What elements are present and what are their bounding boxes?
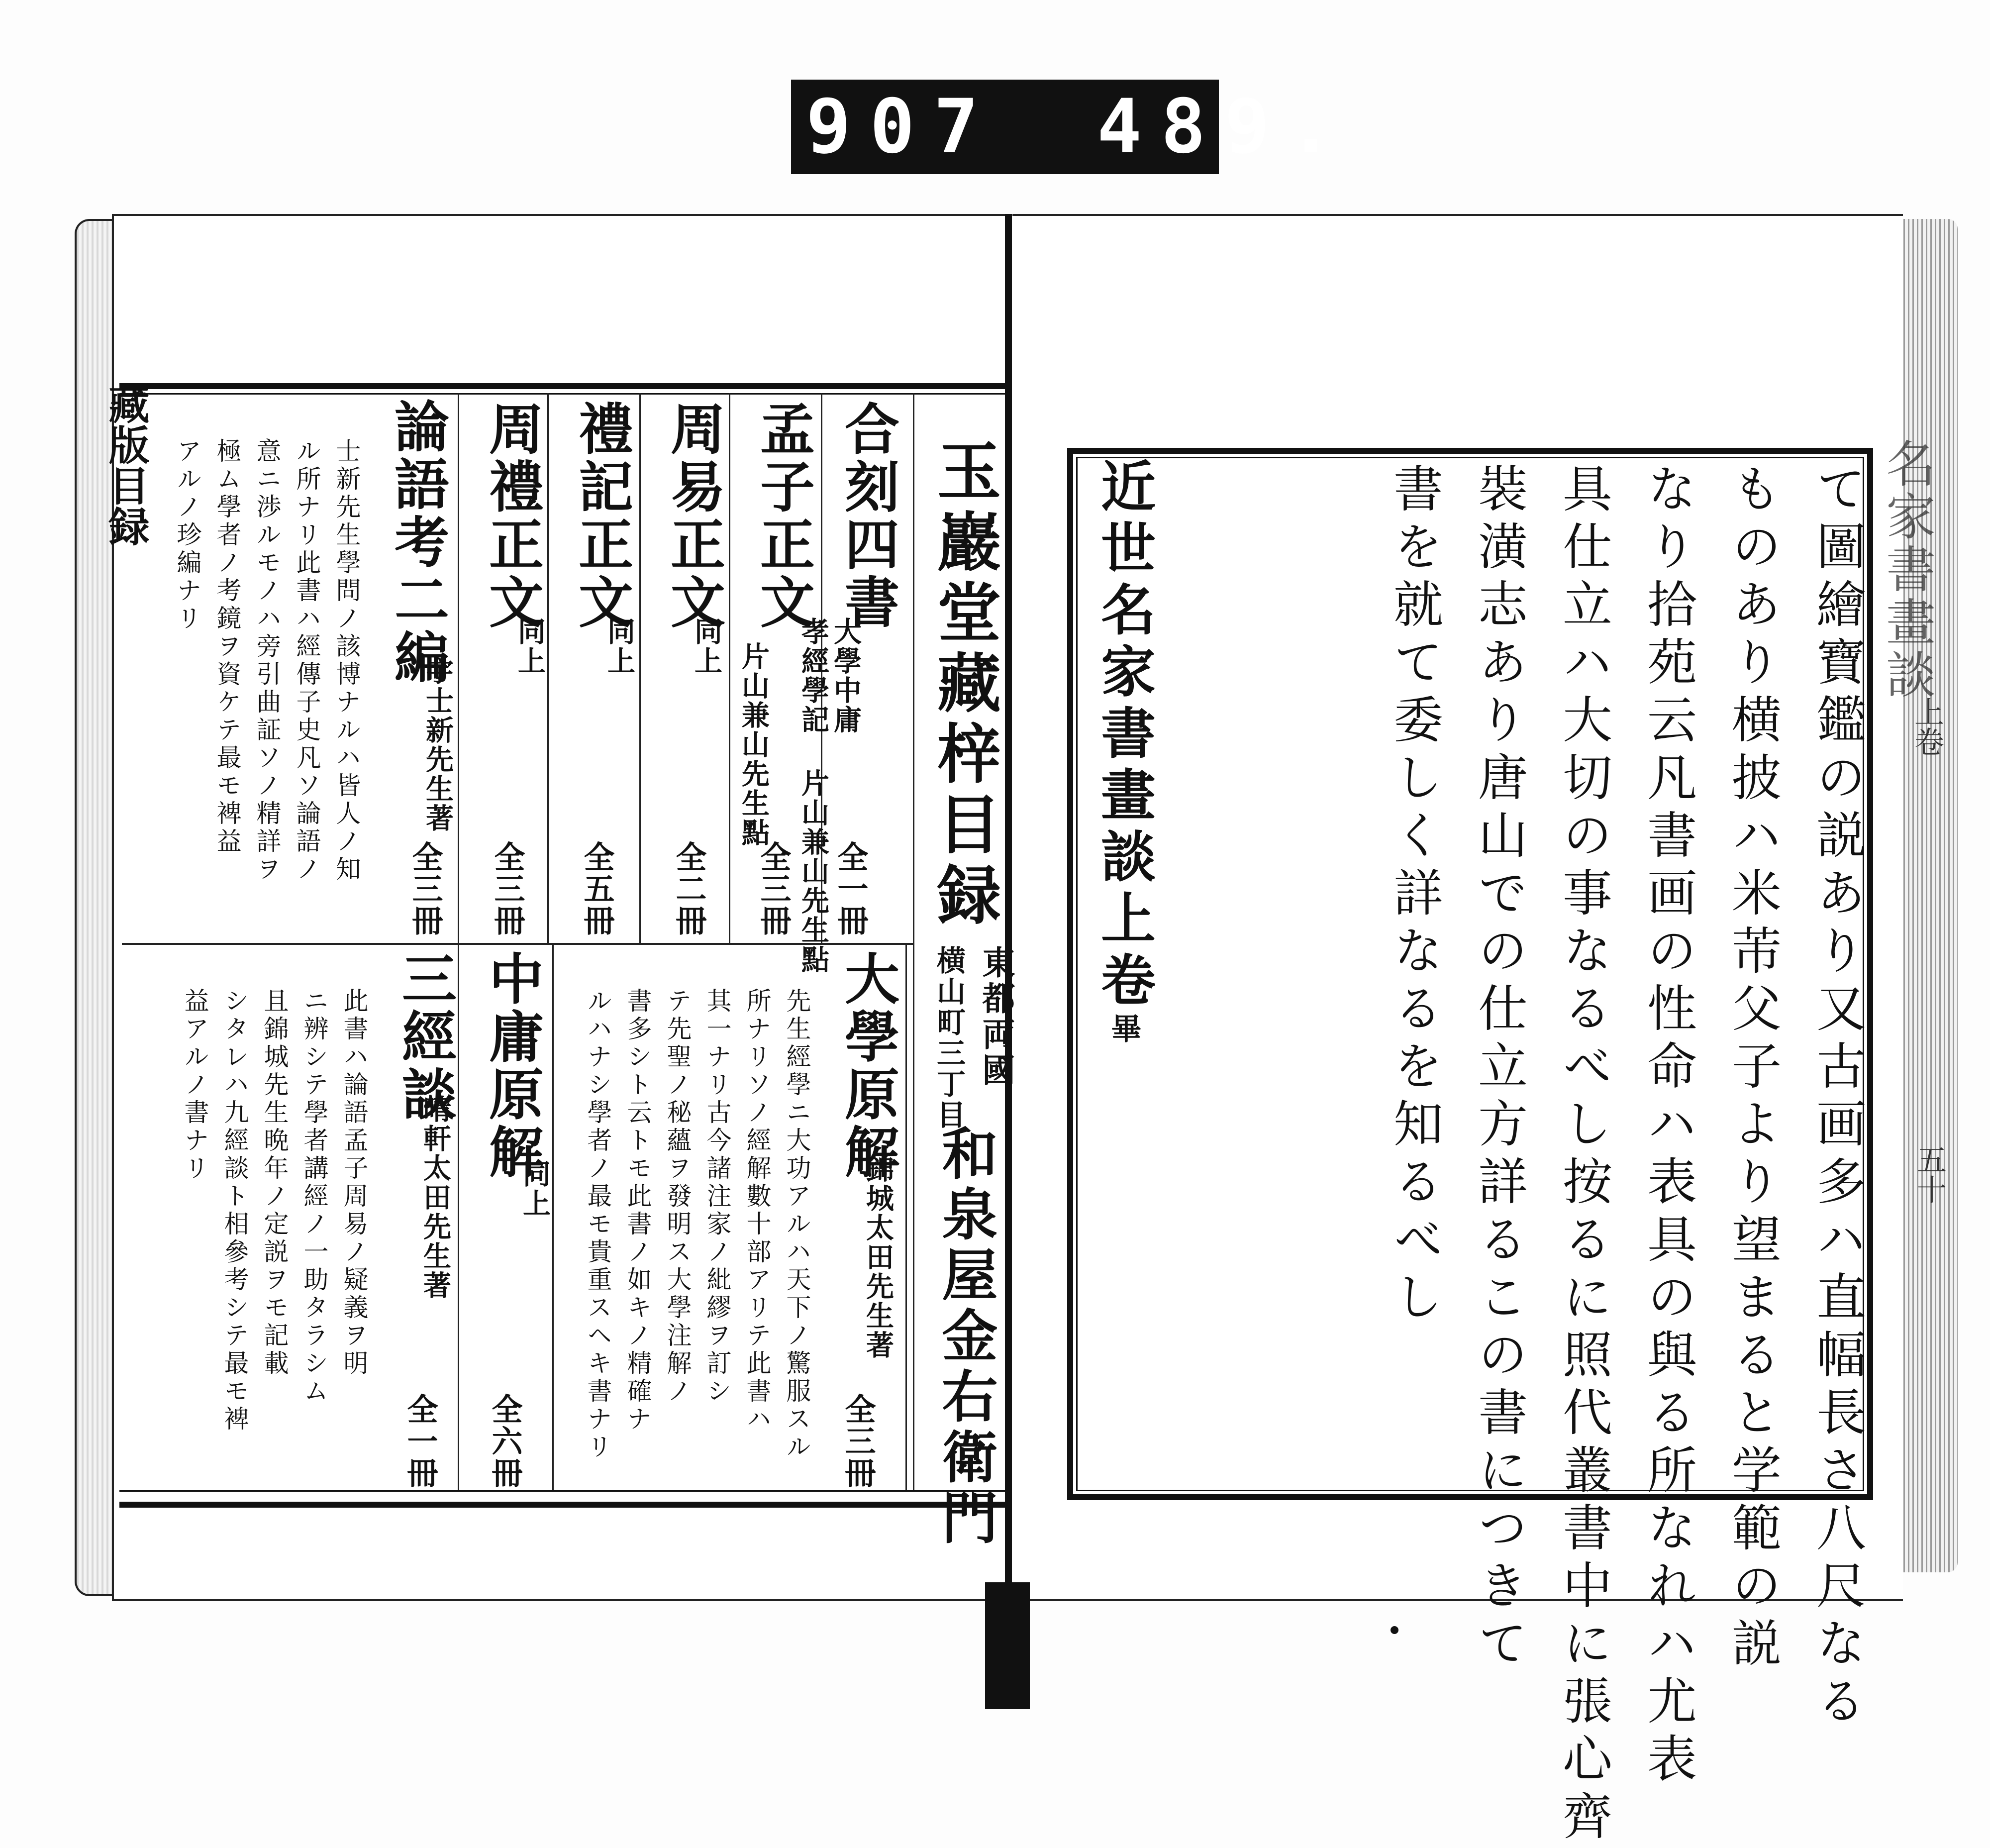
frame-inner-top (119, 393, 1010, 395)
entry-note-line: 士新先生學問ノ該博ナルハ皆人ノ知 (332, 438, 361, 884)
entry-note-line: テ先聖ノ秘蘊ヲ發明ス大學注解ノ (663, 988, 692, 1406)
entry-volumes: 全三冊 (407, 841, 443, 936)
ink-spot (1391, 1626, 1398, 1634)
body-column: て圖繪寶鑑の説あり又古画多ハ直幅長さ八尺なる (1808, 463, 1866, 1733)
entry-volumes: 全五冊 (579, 841, 615, 936)
entry-title: 三經談 (393, 950, 457, 1124)
gutter-tab (985, 1582, 1030, 1709)
margin-title: 藏版目録 (102, 383, 150, 546)
entry-title: 論語考二編 (386, 398, 450, 687)
entry-note-line: 其一ナリ古今諸注家ノ紕繆ヲ訂シ (702, 988, 732, 1406)
call-number-left: 907 (806, 84, 997, 170)
entry-note-line: ル所ナリ此書ハ經傳子史凡ソ論語ノ (292, 438, 321, 884)
entry-volumes: 全三冊 (755, 841, 792, 936)
entry-subtitle: 錦城太田先生著 (862, 1154, 895, 1360)
publisher-name: 和泉屋金右衛門 (933, 1125, 998, 1549)
page-edge-folio: 五十 (1912, 1144, 1947, 1204)
publisher-address-line2: 横山町三丁目 (932, 945, 966, 1130)
entry-title: 合刻四書 (836, 401, 900, 631)
entry-title: 周易正文 (662, 401, 726, 631)
entry-subtitle: 同上 (513, 617, 546, 676)
entry-subtitle: 片山兼山先生點 (737, 642, 770, 847)
body-column: 書を就て委しく詳なるを知るべし (1385, 463, 1443, 1329)
frame-inner-bottom (119, 1490, 1010, 1492)
volume-title-text: 近世名家書畫談上卷 (1092, 458, 1156, 1013)
body-column: ものあり横披ハ米芾父子より望まると学範の説 (1723, 463, 1782, 1675)
entry-note-line: ニ辨シテ學者講經ノ一助タラシム (299, 988, 329, 1406)
entry-title: 大學原解 (836, 950, 900, 1181)
page-edge-volume: 上卷 (1909, 697, 1944, 756)
page-edge-title: 名家書畫談 (1878, 438, 1936, 702)
call-number-right: 489. (1096, 84, 1353, 170)
entry-title: 禮記正文 (570, 401, 634, 631)
entry-volumes: 全一冊 (402, 1393, 438, 1489)
entry-title: 周禮正文 (480, 401, 544, 631)
entry-note-line: 先生經學ニ大功アルハ天下ノ驚服スル (782, 988, 811, 1461)
entry-subtitle: 同上 (518, 1159, 551, 1218)
volume-end-title (1085, 458, 1163, 1050)
entry-volumes: 全三冊 (489, 841, 525, 936)
entry-volumes: 全二冊 (671, 841, 707, 936)
entry-note-line: 益アルノ書ナリ (180, 988, 209, 1183)
book-right-edge (1900, 219, 1958, 1572)
entry-title: 孟子正文 (751, 401, 815, 631)
publisher-address-line1: 東都両國 (977, 945, 1015, 1089)
body-column: 裝潢志あり唐山での仕立方詳るこの書につきて (1470, 463, 1528, 1675)
entry-note-line: シタレハ九經談ト相參考シテ最モ裨 (220, 988, 249, 1434)
entry-subtitle: 孝經學記 片山兼山先生點 (797, 617, 830, 974)
entry-subtitle: 宇士新先生著 (421, 657, 454, 833)
publisher-catalogue-title: 玉巖堂藏梓目録 (926, 438, 1001, 932)
entry-title: 中庸原解 (480, 950, 544, 1181)
col-divider (458, 393, 459, 943)
volume-end-mark: 畢 (1106, 1013, 1141, 1050)
entry-volumes: 全一冊 (832, 841, 869, 936)
entry-volumes: 全三冊 (840, 1393, 876, 1489)
entry-note-line: 所ナリソノ經解數十部アリテ此書ハ (742, 988, 772, 1434)
body-column: 具仕立ハ大切の事なるべし按るに照代叢書中に張心齊 (1554, 463, 1612, 1848)
entry-note-line: 極ム學者ノ考鏡ヲ資ケテ最モ裨益 (212, 438, 242, 856)
entry-volumes: 全六冊 (487, 1393, 523, 1489)
call-number-plate (791, 80, 1353, 174)
entry-note-line: 意ニ渉ルモノハ旁引曲証ソノ精詳ヲ (252, 438, 282, 884)
entry-subtitle: 同上 (690, 617, 723, 676)
entry-note-line: 且錦城先生晩年ノ定説ヲモ記載 (260, 988, 289, 1378)
entry-subtitle-2: 大學中庸 (829, 617, 862, 734)
publisher-divider (913, 393, 914, 1490)
body-column: なり拾苑云凡書画の性命ハ表具の與る所なれハ尤表 (1639, 463, 1697, 1790)
entry-note-line: ルハナシ學者ノ最モ貴重スヘキ書ナリ (583, 988, 612, 1461)
entry-subtitle: 晴軒太田先生著 (419, 1095, 452, 1300)
entry-note-line: 書多シト云トモ此書ノ如キノ精確ナ (623, 988, 652, 1434)
entry-subtitle: 同上 (603, 617, 636, 676)
entry-note-line: 此書ハ論語孟子周易ノ疑義ヲ明 (339, 988, 369, 1378)
entry-note-line: アルノ珍編ナリ (173, 438, 202, 633)
